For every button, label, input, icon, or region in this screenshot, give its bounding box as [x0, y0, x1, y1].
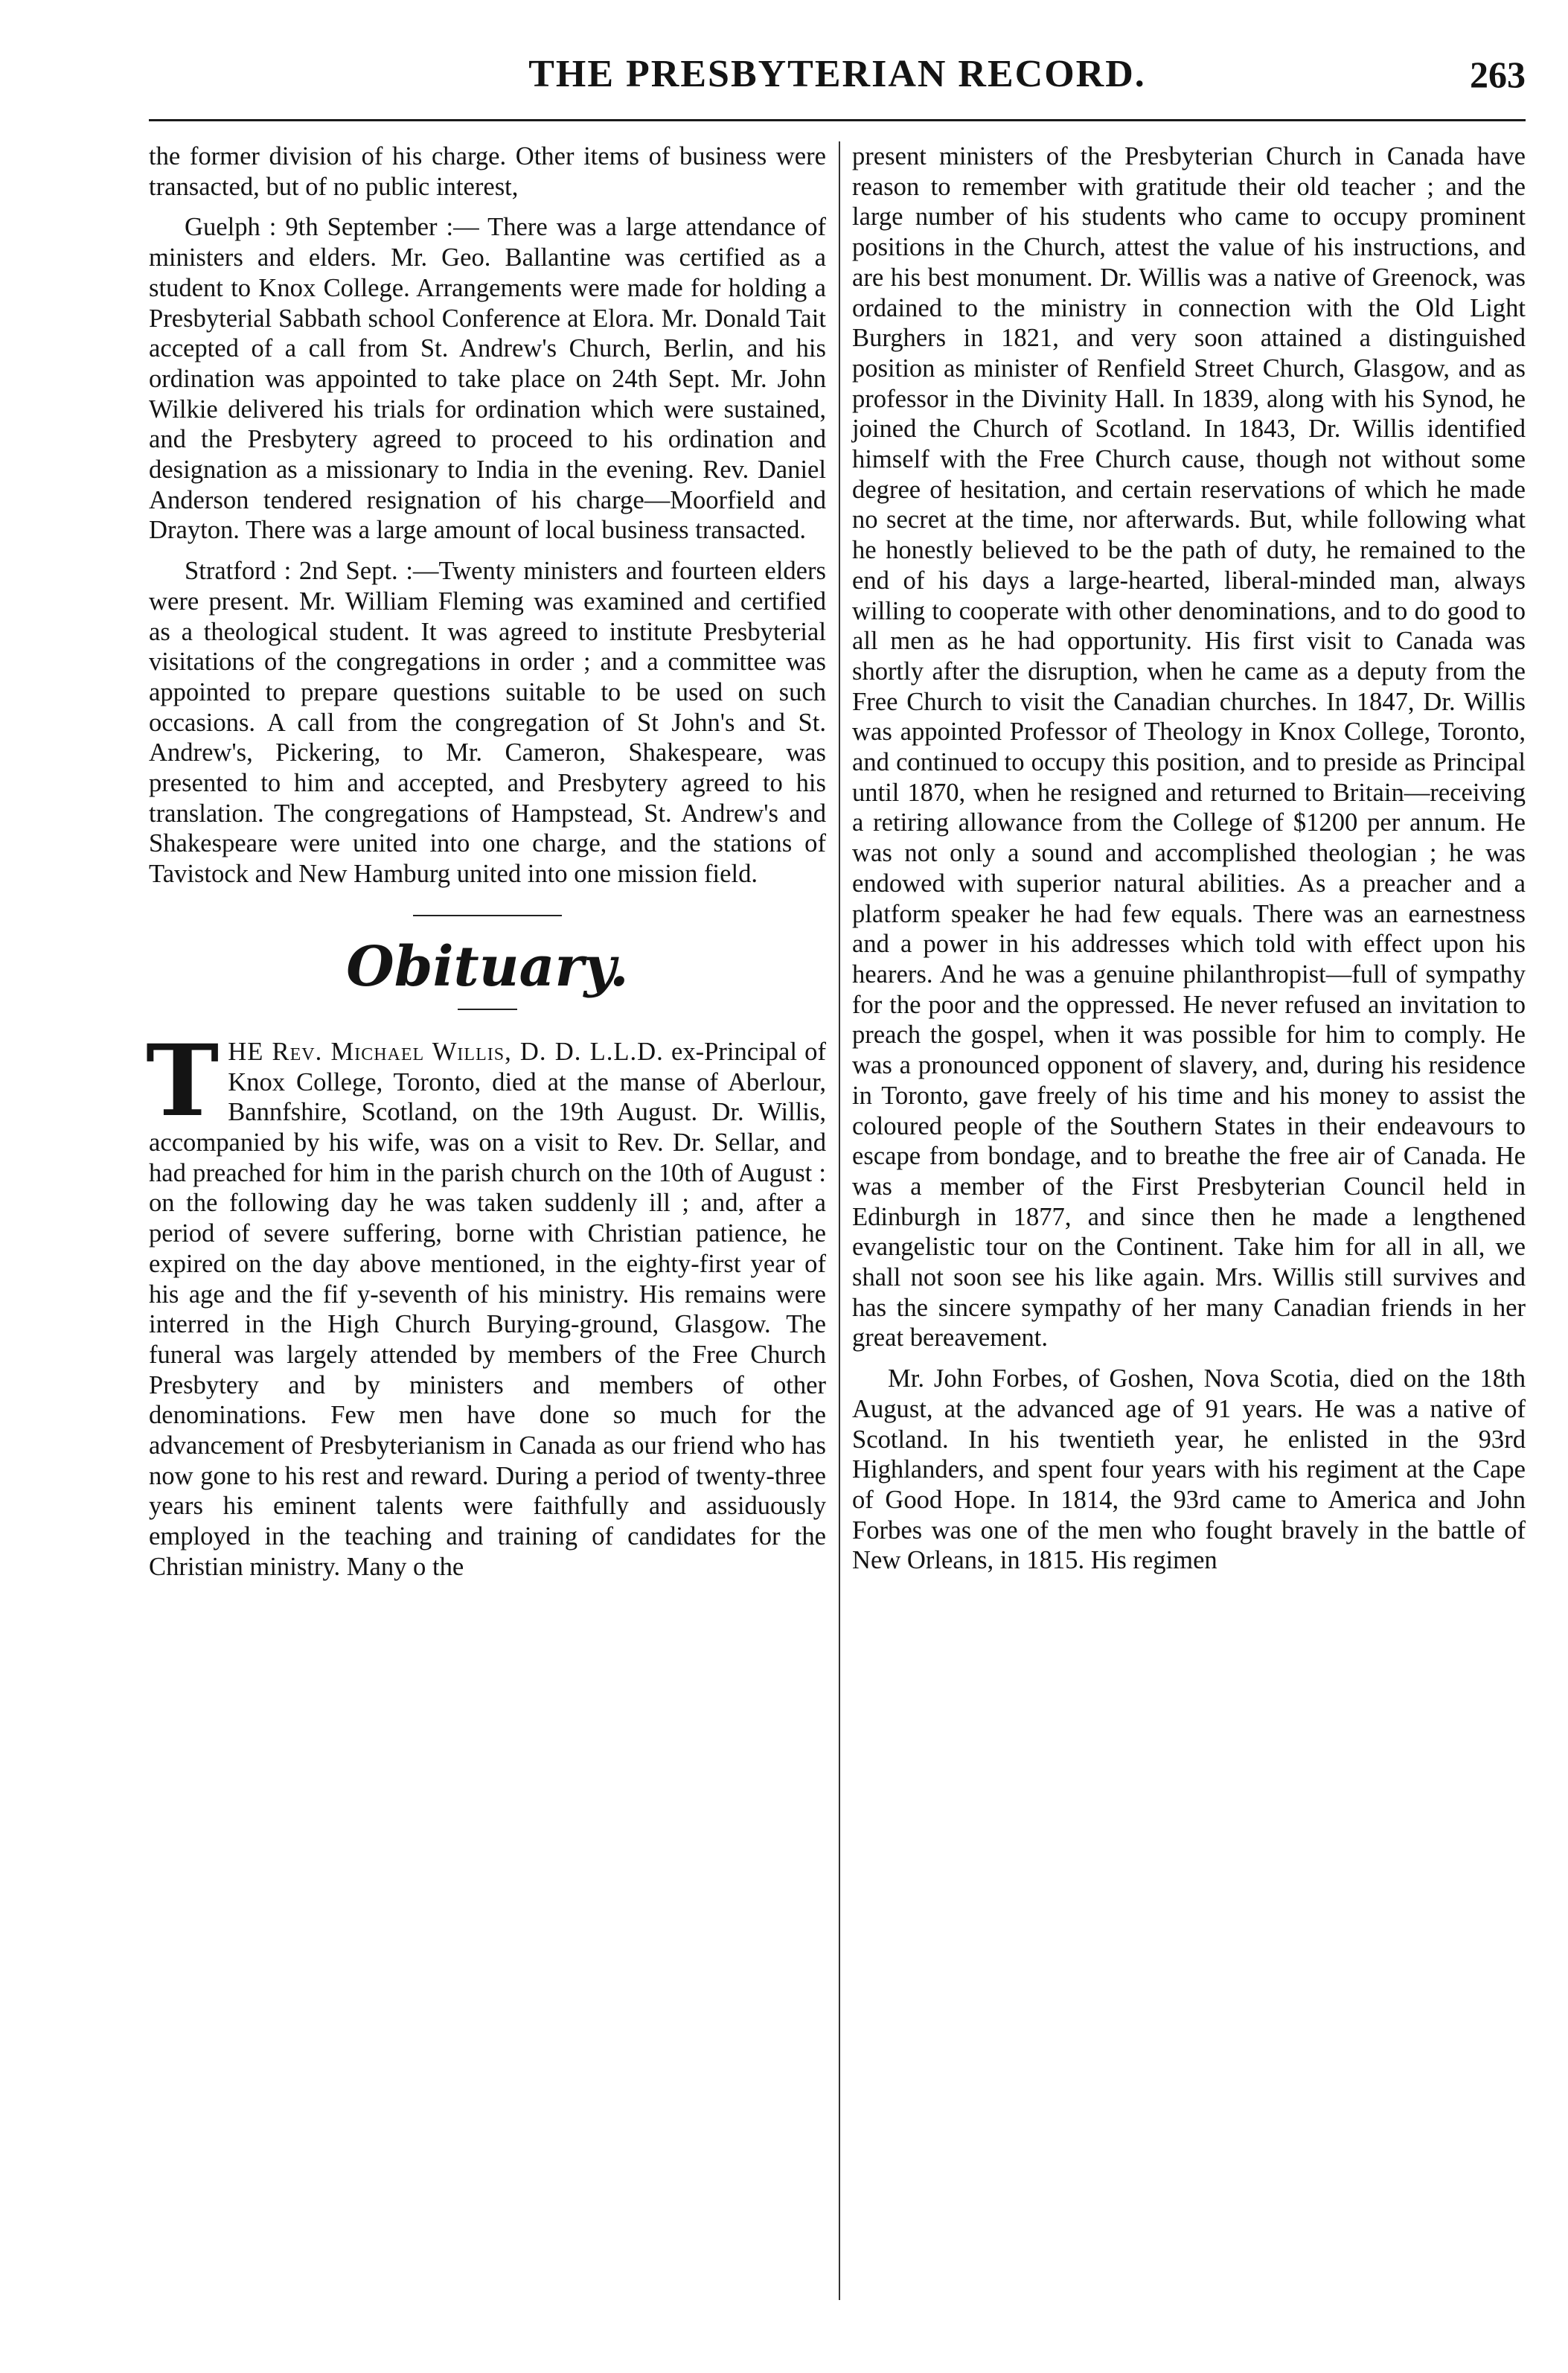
obituary-willis — [146, 1023, 826, 1582]
page-header — [149, 46, 1526, 103]
page-number: 263 — [1470, 54, 1526, 95]
section-subrule — [458, 1009, 517, 1010]
right-column — [852, 141, 1526, 1576]
paragraph-stratford: Stratford : 2nd Sept. :—Twenty ministers and fourteen elders were present. Mr. William Fleming was examined and certified as a theological student. It was agreed to institute Presbyterial visitations of the congregations in order ; and a committee was appointed to prepare questions suitable to be used on such occasions. A call from the congregation of St John's and St. Andrew's, Pickering, to Mr. Cameron, Shakespeare, was presented to him and accepted, and Presbytery agreed to his translation. The congregations of Hampstead, St. Andrew's and Shakespeare were united into one charge, and the stations of Tavistock and New Hamburg united into one mission field. — [149, 557, 826, 889]
obituary-section-header — [149, 915, 826, 1010]
header-rule — [149, 119, 1526, 121]
paragraph-willis-continued: present ministers of the Presbyterian Church in Canada have reason to remember with gratitude their old teacher ; and the large number of his students who came to occupy prominent positions in the Church, attest the value of his instructions, and are his best monument. Dr. Willis was a native of Greenock, was ordained to the ministry in connection with the Old Light Burghers in 1821, and very soon attained a distinguished position as minister of Renfield Street Church, Glasgow, and as professor in the Divinity Hall. In 1839, along with his Synod, he joined the Church of Scotland. In 1843, Dr. Willis identified himself with the Free Church cause, though not without some degree of hesitation, and certain reservations of which he made no secret at the time, nor afterwards. But, while following what he honestly believed to be the path of duty, he remained to the end of his days a large-hearted, liberal-minded man, always willing to cooperate with other denominations, and to do good to all men as he had opportunity. His first visit to Canada was shortly after the disruption, when he came as a deputy from the Free Church to visit the Canadian churches. In 1847, Dr. Willis was appointed Professor of Theology in Knox College, Toronto, and continued to occupy this position, and to preside as Principal until 1870, when he resigned and returned to Britain—receiving a retiring allowance from the College of $1200 per annum. He was not only a sound and accomplished theologian ; he was endowed with superior natural abilities. As a preacher and a platform speaker he had few equals. There was an earnestness and a power in his addresses which told with effect upon his hearers. And he was a genuine philanthropist—full of sympathy for the poor and the oppressed. He never refused an invitation to preach the gospel, when it was possible for him to comply. He was a pronounced opponent of slavery, and, during his residence in Toronto, gave freely of his time and his money to assist the coloured people of the Southern States in their endeavours to escape from bondage, and to breathe the free air of Canada. He was a member of the First Presbyterian Council held in Edinburgh in 1877, and since then he made a lengthened evangelistic tour on the Continent. Take him for all in all, we shall not soon see his like again. Mrs. Willis still survives and has the sincere sympathy of her many Canadian friends in her great bereavement. — [852, 142, 1526, 1352]
obituary-forbes: Mr. John Forbes, of Goshen, Nova Scotia, died on the 18th August, at the advanced age of 91 years. He was a native of Scotland. In his twentieth year, he enlisted in the 93rd Highlanders, and spent four years with his regiment at the Cape of Good Hope. In 1814, the 93rd came to America and John Forbes was one of the men who fought bravely in the battle of New Orleans, in 1815. His regimen — [852, 1364, 1526, 1575]
paragraph-guelph: Guelph : 9th September :— There was a large attendance of ministers and elders. Mr. Geo. Ballantine was certified as a student to Knox College. Arrangements were made for holding a Presbyterial Sabbath school Conference at Elora. Mr. Donald Tait accepted of a call from St. Andrew's Church, Berlin, and his ordination was appointed to take place on 24th Sept. Mr. John Wilkie delivered his trials for ordination which were sustained, and the Presbytery agreed to proceed to his ordination and designation as a missionary to India in the evening. Rev. Daniel Anderson tendered resignation of his charge—Moorfield and Drayton. There was a large amount of local business transacted. — [149, 213, 826, 545]
section-divider — [413, 915, 562, 916]
left-column — [146, 141, 826, 1582]
paragraph-continuation: the former division of his charge. Other items of business were transacted, but of no public interest, — [149, 142, 826, 201]
column-divider — [839, 141, 840, 2300]
obituary-willis-heading: HE Rev. Michael Willis, D. D. L.L.D. — [228, 1037, 664, 1066]
drop-cap: T — [146, 1023, 220, 1139]
section-heading: Obituary. — [346, 934, 629, 999]
obituary-willis-text: ex-Principal of Knox College, Toronto, died at the manse of Aberlour, Bannfshire, Scotland, on the 19th August. Dr. Willis, accompanied by his wife, was on a visit to Rev. Dr. Sellar, and had preached for him in the parish church on the 10th of August : on the following day he was taken suddenly ill ; and, after a period of severe suffering, borne with Christian patience, he expired on the day above mentioned, in the eighty-first year of his age and the fif y-seventh of his ministry. His remains were interred in the High Church Burying-ground, Glasgow. The funeral was largely attended by members of the Free Church Presbytery and by ministers and members of other denominations. Few men have done so much for the advancement of Presbyterianism in Canada as our friend who has now gone to his rest and reward. During a period of twenty-three years his eminent talents were faithfully and assiduously employed in the teaching and training of candidates for the Christian ministry. Many o the — [149, 1037, 826, 1581]
running-title: THE PRESBYTERIAN RECORD. — [528, 53, 1146, 95]
